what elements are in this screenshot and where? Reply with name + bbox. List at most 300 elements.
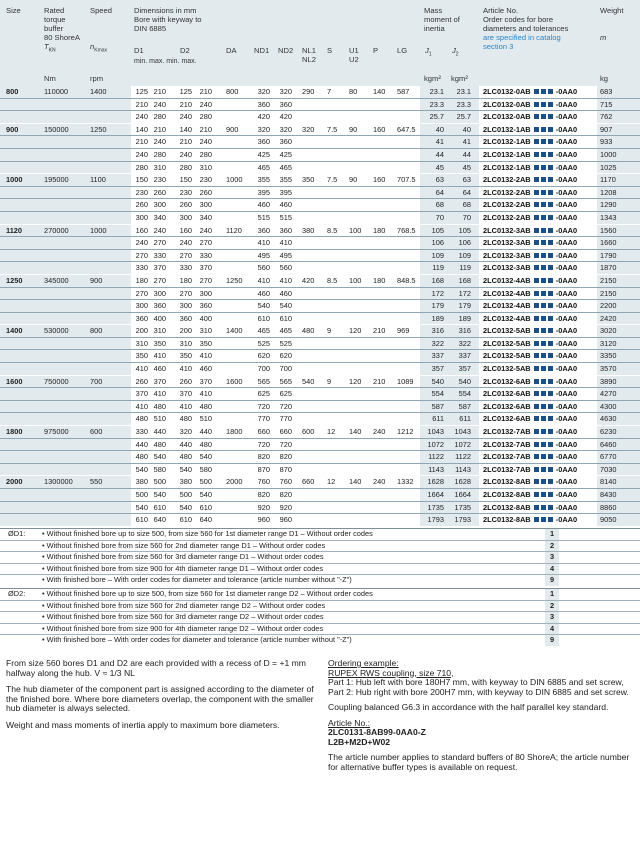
d2-min: 180 <box>179 275 192 285</box>
order-code-placeholder-icon <box>534 341 539 346</box>
d2-max: 240 <box>199 225 212 235</box>
d1-min: 410 <box>135 364 148 374</box>
d2-min: 540 <box>179 464 192 474</box>
nl-value: 540 <box>302 376 315 386</box>
order-code-placeholder-icon <box>534 492 539 497</box>
article-suffix: -0AA0 <box>553 427 578 437</box>
nd1-value: 515 <box>257 212 270 222</box>
d2-min: 350 <box>179 351 192 361</box>
nd2-value: 465 <box>279 326 292 336</box>
size-label: 800 <box>6 87 19 96</box>
d2-min: 240 <box>179 149 192 159</box>
article-number <box>483 464 577 476</box>
article-base: 2LC0132-5AB <box>483 364 533 374</box>
unit-kg: kg <box>600 74 609 83</box>
order-code-placeholder-icon <box>534 454 539 459</box>
order-code-placeholder-icon <box>548 265 553 270</box>
d2-min: 280 <box>179 162 192 172</box>
order-code-placeholder-icon <box>534 278 539 283</box>
nd1-value: 465 <box>257 326 270 336</box>
lg-value: 969 <box>397 326 410 336</box>
speed-value: 1000 <box>90 225 107 235</box>
article-suffix: -0AA0 <box>553 301 578 311</box>
nd2-value: 410 <box>279 275 292 285</box>
j2-value: 172 <box>458 288 471 298</box>
p-value: 180 <box>373 225 386 235</box>
table-row <box>0 225 640 237</box>
option-text: • Without finished bore from size 900 for 4th diameter range D1 – Without order codes <box>42 563 324 573</box>
d2-min: 270 <box>179 250 192 260</box>
weight-value: 6460 <box>600 439 617 449</box>
weight-value: 9050 <box>600 515 617 525</box>
d1-min: 210 <box>135 99 148 109</box>
nd2-value: 320 <box>279 124 292 134</box>
order-code-placeholder-icon <box>548 366 553 371</box>
j2-value: 1664 <box>454 490 471 499</box>
d2-max: 480 <box>199 401 212 411</box>
order-code-placeholder-icon <box>548 228 553 233</box>
article-base: 2LC0132-0AB <box>483 87 533 96</box>
size-group-1000 <box>0 174 640 224</box>
order-code-placeholder-icon <box>548 492 553 497</box>
d1-min: 200 <box>135 326 148 336</box>
j1-value: 1664 <box>427 490 444 499</box>
nd1-value: 540 <box>257 301 270 311</box>
d1-min: 140 <box>135 124 148 134</box>
col-size: Size <box>6 6 21 15</box>
article-base: 2LC0132-0AB <box>483 112 533 122</box>
article-base: 2LC0132-8AB <box>483 515 533 525</box>
nd1-value: 460 <box>257 288 270 298</box>
d1-max: 310 <box>153 326 166 336</box>
nd1-value: 720 <box>257 439 270 449</box>
s-value: 8.5 <box>327 225 338 235</box>
order-code-placeholder-icon <box>534 429 539 434</box>
speed-value: 1100 <box>90 175 106 185</box>
p-value: 240 <box>373 427 386 437</box>
order-code-placeholder-icon <box>541 479 546 484</box>
option-text: • With finished bore – With order codes for diameter and tolerance (article number without "-Z") <box>42 635 352 645</box>
ordering-part1: Part 1: Hub left with bore 180H7 mm, with keyway to DIN 6885 and set screw, <box>328 677 624 687</box>
d2-min: 410 <box>179 364 192 374</box>
article-number <box>483 514 577 526</box>
col-s: S <box>327 46 333 55</box>
j1-value: 322 <box>431 338 444 348</box>
size-group-1120 <box>0 225 640 275</box>
article-number <box>483 288 577 300</box>
d1-max: 580 <box>153 464 166 474</box>
article-suffix: -0AA0 <box>553 238 578 248</box>
j1-value: 587 <box>431 401 444 411</box>
col-mass: Mass moment of inertia <box>424 6 460 33</box>
d1-max: 540 <box>153 490 166 499</box>
article-base: 2LC0132-7AB <box>483 464 533 474</box>
order-code-placeholder-icon <box>548 165 553 170</box>
order-code-placeholder-icon <box>534 467 539 472</box>
j1-value: 23.1 <box>429 87 444 96</box>
table-row <box>0 275 640 287</box>
article-base: 2LC0132-3AB <box>483 250 533 260</box>
d1-min: 330 <box>135 263 148 273</box>
article-suffix: -0AA0 <box>553 212 578 222</box>
option-code: 9 <box>545 635 559 646</box>
order-code-placeholder-icon <box>534 152 539 157</box>
article-number <box>483 86 577 98</box>
nd2-value: 720 <box>279 439 292 449</box>
ordering-line1: RUPEX RWS coupling, size 710, <box>328 667 454 678</box>
nl-value: 290 <box>302 87 315 96</box>
size-group-1250 <box>0 275 640 325</box>
table-row <box>0 312 640 325</box>
d1-min: 500 <box>135 490 148 499</box>
note-recess: From size 560 bores D1 and D2 are each provided with a recess of D = +1 mm halfway along the hub. V ≈ 1/3 NL <box>6 658 306 678</box>
d1-min: 300 <box>135 301 148 311</box>
option-code: 3 <box>545 612 559 623</box>
d1-max: 300 <box>153 288 166 298</box>
option-code: 2 <box>545 601 559 612</box>
j2-value: 587 <box>458 401 471 411</box>
d2-min: 270 <box>179 288 192 298</box>
size-label: 2000 <box>6 477 23 487</box>
d2-min: 300 <box>179 301 192 311</box>
article-base: 2LC0132-2AB <box>483 175 533 185</box>
article-base: 2LC0132-4AB <box>483 313 533 323</box>
order-code-placeholder-icon <box>534 366 539 371</box>
nd2-value: 770 <box>279 414 292 424</box>
weight-value: 4300 <box>600 401 617 411</box>
d2-min: 240 <box>179 238 192 248</box>
option-text: • Without finished bore up to size 500, from size 560 for 1st diameter range D1 – Without order codes <box>42 529 373 538</box>
order-code-placeholder-icon <box>534 303 539 308</box>
order-code-placeholder-icon <box>548 152 553 157</box>
size-label: 1800 <box>6 427 23 437</box>
article-base: 2LC0132-1AB <box>483 124 533 134</box>
article-base: 2LC0132-3AB <box>483 263 533 273</box>
order-code-placeholder-icon <box>541 303 546 308</box>
d1-max: 360 <box>153 301 166 311</box>
article-base: 2LC0132-7AB <box>483 452 533 462</box>
d2-max: 350 <box>199 338 212 348</box>
unit-rpm: rpm <box>90 74 104 83</box>
size-label: 1000 <box>6 175 23 185</box>
d2-max: 610 <box>199 502 212 512</box>
d1-max: 300 <box>153 200 166 210</box>
article-number <box>483 199 577 211</box>
nd1-value: 420 <box>257 112 270 122</box>
table-row <box>0 362 640 375</box>
order-code-placeholder-icon <box>548 479 553 484</box>
table-row <box>0 186 640 199</box>
d2-max: 340 <box>199 212 212 222</box>
d2-min: 360 <box>179 313 192 323</box>
option-row <box>0 540 640 552</box>
u-value: 90 <box>349 175 358 185</box>
article-number <box>483 212 577 224</box>
nd2-value: 560 <box>279 263 292 273</box>
col-minmax: min. max. min. max. <box>134 58 197 65</box>
nd1-value: 920 <box>257 502 270 512</box>
da-value: 1400 <box>226 326 243 336</box>
torque-value: 975000 <box>44 427 69 437</box>
article-number <box>483 111 577 123</box>
article-number <box>483 124 577 136</box>
d2-min: 260 <box>179 200 192 210</box>
order-code-placeholder-icon <box>541 416 546 421</box>
j1-value: 119 <box>432 263 444 273</box>
j1-value: 357 <box>431 364 444 374</box>
d1-max: 370 <box>153 376 166 386</box>
article-base: 2LC0132-6AB <box>483 376 533 386</box>
ordering-art1: 2LC0131-8AB99-0AA0-Z <box>328 727 426 737</box>
table-row <box>0 426 640 438</box>
nd1-value: 870 <box>257 464 270 474</box>
note-hub: The hub diameter of the component part is assigned according to the diameter of the finished bore. Where bore diameters overlap, the component with the smaller hub diameter is always selected. <box>6 684 314 713</box>
col-nd2: ND2 <box>278 46 294 55</box>
col-lg: LG <box>397 46 408 55</box>
d1-min: 260 <box>135 376 148 386</box>
j1-value: 40 <box>435 124 444 134</box>
article-suffix: -0AA0 <box>553 99 578 109</box>
nd1-value: 395 <box>257 187 270 197</box>
p-value: 210 <box>373 376 386 386</box>
j2-value: 1072 <box>454 439 471 449</box>
article-number <box>483 325 577 337</box>
order-code-placeholder-icon <box>541 102 546 107</box>
order-code-placeholder-icon <box>541 391 546 396</box>
order-code-placeholder-icon <box>534 391 539 396</box>
table-row <box>0 463 640 476</box>
d1-min: 150 <box>135 175 148 185</box>
order-code-placeholder-icon <box>541 127 546 132</box>
article-suffix: -0AA0 <box>553 87 578 96</box>
article-base: 2LC0132-2AB <box>483 200 533 210</box>
order-code-placeholder-icon <box>548 278 553 283</box>
d2-min: 160 <box>179 225 192 235</box>
article-base: 2LC0132-0AB <box>483 99 533 109</box>
d2-min: 140 <box>179 124 192 134</box>
order-code-placeholder-icon <box>548 341 553 346</box>
j1-value: 41 <box>435 137 444 147</box>
da-value: 1250 <box>226 275 243 285</box>
nd1-value: 625 <box>257 389 270 399</box>
da-value: 900 <box>226 124 239 134</box>
order-code-placeholder-icon <box>548 454 553 459</box>
nd2-value: 760 <box>279 477 292 487</box>
weight-value: 3570 <box>600 364 617 374</box>
order-code-placeholder-icon <box>541 278 546 283</box>
nl-value: 480 <box>302 326 315 336</box>
col-nd1: ND1 <box>254 46 270 55</box>
j2-value: 1735 <box>454 502 471 512</box>
da-value: 1000 <box>226 175 243 185</box>
d1-min: 540 <box>135 464 148 474</box>
table-row <box>0 501 640 514</box>
order-code-placeholder-icon <box>548 328 553 333</box>
options-section <box>0 528 640 646</box>
j2-value: 322 <box>458 338 471 348</box>
table-header <box>0 0 640 86</box>
order-code-placeholder-icon <box>548 467 553 472</box>
lg-value: 1089 <box>397 376 414 386</box>
article-suffix: -0AA0 <box>553 477 578 487</box>
nd1-value: 820 <box>257 452 270 462</box>
order-code-placeholder-icon <box>548 303 553 308</box>
nd1-value: 820 <box>257 490 270 499</box>
nl-value: 350 <box>302 175 315 185</box>
d2-max: 580 <box>199 464 212 474</box>
article-number <box>483 250 577 262</box>
option-code: 9 <box>545 575 559 586</box>
d1-min: 240 <box>135 149 148 159</box>
nd2-value: 515 <box>279 212 292 222</box>
nd2-value: 410 <box>279 238 292 248</box>
j2-value: 316 <box>458 326 471 336</box>
order-code-placeholder-icon <box>541 114 546 119</box>
d1-min: 300 <box>135 212 148 222</box>
d2-max: 230 <box>199 175 212 185</box>
d2-min: 610 <box>179 515 192 525</box>
article-base: 2LC0132-5AB <box>483 351 533 361</box>
j1-value: 1793 <box>427 515 444 525</box>
article-base: 2LC0132-8AB <box>483 490 533 499</box>
order-code-placeholder-icon <box>548 505 553 510</box>
order-code-placeholder-icon <box>534 416 539 421</box>
order-code-placeholder-icon <box>548 177 553 182</box>
order-code-placeholder-icon <box>534 114 539 119</box>
order-code-placeholder-icon <box>541 353 546 358</box>
j2-value: 179 <box>458 301 471 311</box>
option-code: 2 <box>545 541 559 552</box>
d2-min: 150 <box>179 175 192 185</box>
j2-value: 70 <box>462 212 471 222</box>
order-code-placeholder-icon <box>548 353 553 358</box>
s-value: 12 <box>327 477 336 487</box>
order-code-placeholder-icon <box>548 291 553 296</box>
speed-value: 800 <box>90 326 103 336</box>
d1-max: 640 <box>153 515 166 525</box>
order-code-placeholder-icon <box>548 190 553 195</box>
article-base: 2LC0132-2AB <box>483 187 533 197</box>
d1-max: 350 <box>153 338 166 348</box>
weight-value: 1560 <box>600 225 617 235</box>
d2-min: 370 <box>179 389 192 399</box>
article-suffix: -0AA0 <box>553 389 578 399</box>
j1-value: 554 <box>431 389 444 399</box>
da-value: 2000 <box>226 477 243 487</box>
order-code-placeholder-icon <box>534 253 539 258</box>
order-code-placeholder-icon <box>541 454 546 459</box>
ordering-art-label: Article No.: <box>328 717 371 728</box>
torque-value: 1300000 <box>44 477 73 487</box>
d2-min: 410 <box>179 401 192 411</box>
order-code-placeholder-icon <box>541 253 546 258</box>
size-group-2000 <box>0 476 640 526</box>
nd2-value: 720 <box>279 401 292 411</box>
torque-value: 530000 <box>44 326 69 336</box>
j1-value: 179 <box>431 301 444 311</box>
j1-value: 70 <box>435 212 444 222</box>
article-base: 2LC0132-3AB <box>483 225 533 235</box>
catalog-table <box>0 86 640 527</box>
j2-value: 25.7 <box>456 112 471 122</box>
table-row <box>0 450 640 463</box>
d1-min: 350 <box>135 351 148 361</box>
order-code-placeholder-icon <box>534 240 539 245</box>
d1-max: 610 <box>153 502 166 512</box>
da-value: 1120 <box>226 225 242 235</box>
j1-value: 1043 <box>427 427 444 437</box>
table-row <box>0 349 640 362</box>
size-group-800 <box>0 86 640 124</box>
d2-max: 540 <box>199 490 212 499</box>
j2-value: 357 <box>458 364 471 374</box>
article-base: 2LC0132-1AB <box>483 162 533 172</box>
j2-value: 119 <box>459 263 471 273</box>
article-suffix: -0AA0 <box>553 439 578 449</box>
order-code-placeholder-icon <box>541 228 546 233</box>
weight-value: 6230 <box>600 427 617 437</box>
table-row <box>0 412 640 425</box>
order-code-placeholder-icon <box>541 177 546 182</box>
speed-value: 1400 <box>90 87 107 96</box>
order-code-placeholder-icon <box>548 429 553 434</box>
j2-value: 23.3 <box>456 99 471 109</box>
weight-value: 715 <box>600 99 613 109</box>
d1-max: 370 <box>153 263 166 273</box>
option-text: • Without finished bore from size 560 for 3rd diameter range D2 – Without order codes <box>42 612 324 622</box>
order-code-placeholder-icon <box>534 89 539 94</box>
table-row <box>0 98 640 111</box>
nd2-value: 820 <box>279 452 292 462</box>
u-value: 100 <box>349 275 362 285</box>
d2-min: 200 <box>179 326 192 336</box>
weight-value: 3890 <box>600 376 617 386</box>
option-row <box>0 588 640 600</box>
j1-value: 611 <box>432 414 444 424</box>
weight-value: 2150 <box>600 275 617 285</box>
article-number <box>483 451 577 463</box>
j2-value: 337 <box>458 351 471 361</box>
s-value: 8.5 <box>327 275 338 285</box>
weight-value: 907 <box>600 124 613 134</box>
j2-value: 23.1 <box>456 87 471 96</box>
d2-max: 210 <box>199 87 212 96</box>
d1-max: 240 <box>153 99 166 109</box>
order-code-placeholder-icon <box>548 89 553 94</box>
nd2-value: 420 <box>279 112 292 122</box>
article-number <box>483 275 577 287</box>
article-number <box>483 489 577 501</box>
nd2-value: 920 <box>279 502 292 512</box>
d2-max: 540 <box>199 452 212 462</box>
nd2-value: 395 <box>279 187 292 197</box>
d1-max: 480 <box>153 401 166 411</box>
article-base: 2LC0132-2AB <box>483 212 533 222</box>
p-value: 140 <box>373 87 386 96</box>
col-p: P <box>373 46 379 55</box>
j1-value: 1143 <box>428 464 444 474</box>
ordering-balance: Coupling balanced G6.3 in accordance with the half parallel key standard. <box>328 702 609 712</box>
order-code-placeholder-icon <box>548 442 553 447</box>
order-code-placeholder-icon <box>541 202 546 207</box>
order-code-placeholder-icon <box>541 190 546 195</box>
d1-min: 230 <box>135 187 148 197</box>
d1-max: 270 <box>153 275 166 285</box>
article-base: 2LC0132-7AB <box>483 439 533 449</box>
da-value: 800 <box>226 87 239 96</box>
article-suffix: -0AA0 <box>553 313 578 323</box>
table-row <box>0 376 640 388</box>
